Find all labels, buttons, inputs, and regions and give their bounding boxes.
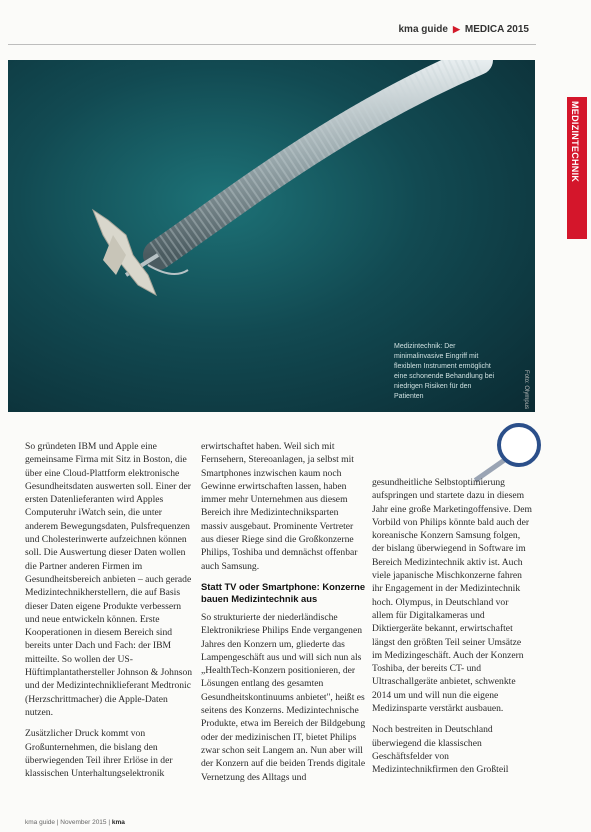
running-header — [399, 24, 530, 35]
header-edition: MEDICA 2015 — [464, 24, 529, 35]
magnifier-icon — [497, 423, 541, 467]
paragraph: Noch bestreiten in Deutschland überwiegend die klassischen Geschäftsfelder von Medizintechnikfirmen den Großteil — [372, 724, 509, 776]
paragraph: erwirtschaftet haben. Weil sich mit Fernsehern, Stereoanlagen, ja selbst mit Smartphones inzwischen kaum noch Gewinne erwirtschaften lassen, haben immer mehr Unternehmen aus diesem Bereich ihre Medizintechniksparten massiv ausgebaut. Prominente Vertreter aus dieser Riege sind die Großkonzerne Philips, Toshiba und demnächst offenbar auch Samsung. — [201, 441, 358, 572]
paragraph: So strukturierte der niederländische Elektronikriese Philips Ende vergangenen Jahres den Konzern um, gliederte das Lampengeschäft aus und will sich nun als „HealthTech-Konzern positionieren, der Lösungen entlang des gesamten Gesundheitskontinuums anbietet", heißt es seitens des Konzerns. Medizintechnische Produkte, etwa im Bereich der Bildgebung oder der medizinischen IT, bietet Philips zwar schon seit Langem an. Nun aber will der Konzern auf die beiden Trends digitale Vernetzung des Alltags und — [201, 611, 366, 783]
section-tab-label: MEDIZINTECHNIK — [570, 101, 580, 183]
article-column-1 — [25, 440, 195, 788]
header-label: kma guide — [398, 24, 448, 35]
photo-caption: Medizintechnik: Der minimalinvasive Eingriff mit flexiblem Instrument ermöglicht eine schonende Behandlung bei niedrigen Risiken für den Patienten — [394, 343, 495, 400]
article-column-3 — [372, 476, 532, 785]
section-tab — [567, 97, 587, 239]
photo-credit: Foto: Olympus — [523, 370, 529, 410]
header-arrow-icon: ▶ — [452, 24, 460, 34]
paragraph: Zusätzlicher Druck kommt von Großunternehmen, die bislang den überwiegenden Teil ihrer Erlöse in der klassischen Unterhaltungselektronik — [25, 728, 173, 780]
section-subheading: Statt TV oder Smartphone: Konzerne bauen Medizintechnik aus — [201, 580, 366, 604]
paragraph: So gründeten IBM und Apple eine gemeinsame Firma mit Sitz in Boston, die über eine Cloud-Plattform elektronische Gesundheitsdaten auswerten soll. Einer der ersten Datenlieferanten wird Apples Computeruhr iWatch sein, die unter anderem Bewegungsdaten, Pulsfrequenzen und Cholesterinwerte aufzeichnen können soll. Die Auswertung dieser Daten wollen die Partner anderen Firmen im Gesundheitsbereich anbieten – auch gerade Medizintechnikherstellern, die auf Basis dieser Daten eigene Produkte verbessern und neue entwickeln können. Erste Kooperationen in diesem Bereich sind bereits unter Dach und Fach: der IBM mitteilte. So wollen der US-Hüftimplantathersteller Johnson & Johnson und der Medizintechniklieferant Medtronic (Herzschrittmacher) die Apple-Daten nutzen. — [25, 441, 193, 718]
page-footer — [25, 819, 125, 826]
article-column-2 — [201, 440, 367, 792]
paragraph: gesundheitliche Selbstoptimierung aufspringen und startete dazu in diesem Jahr eine große Marketingoffensive. Dem Vorbild von Philips könnte bald auch der koreanische Konzern Samsung folgen, der bislang überwiegend in Software im Bereich Medizintechnik aktiv ist. Auch viele japanische Mischkonzerne fahren ihr Engagement in der Medizintechnik hoch. Olympus, in Deutschland vor allem für Digitalkameras und Diktiergeräte bekannt, erwirtschaftet längst den größten Teil seiner Umsätze im Medizingeschäft. Auch der Konzern Toshiba, der bereits CT- und Ultraschallgeräte anbietet, schwenkte 2014 um und will nun die eigene Medizinsparte verstärkt ausbauen. — [372, 477, 532, 715]
header-rule — [8, 44, 536, 45]
footer-text: kma guide | November 2015 | — [25, 819, 111, 826]
footer-brand: kma — [111, 819, 125, 826]
